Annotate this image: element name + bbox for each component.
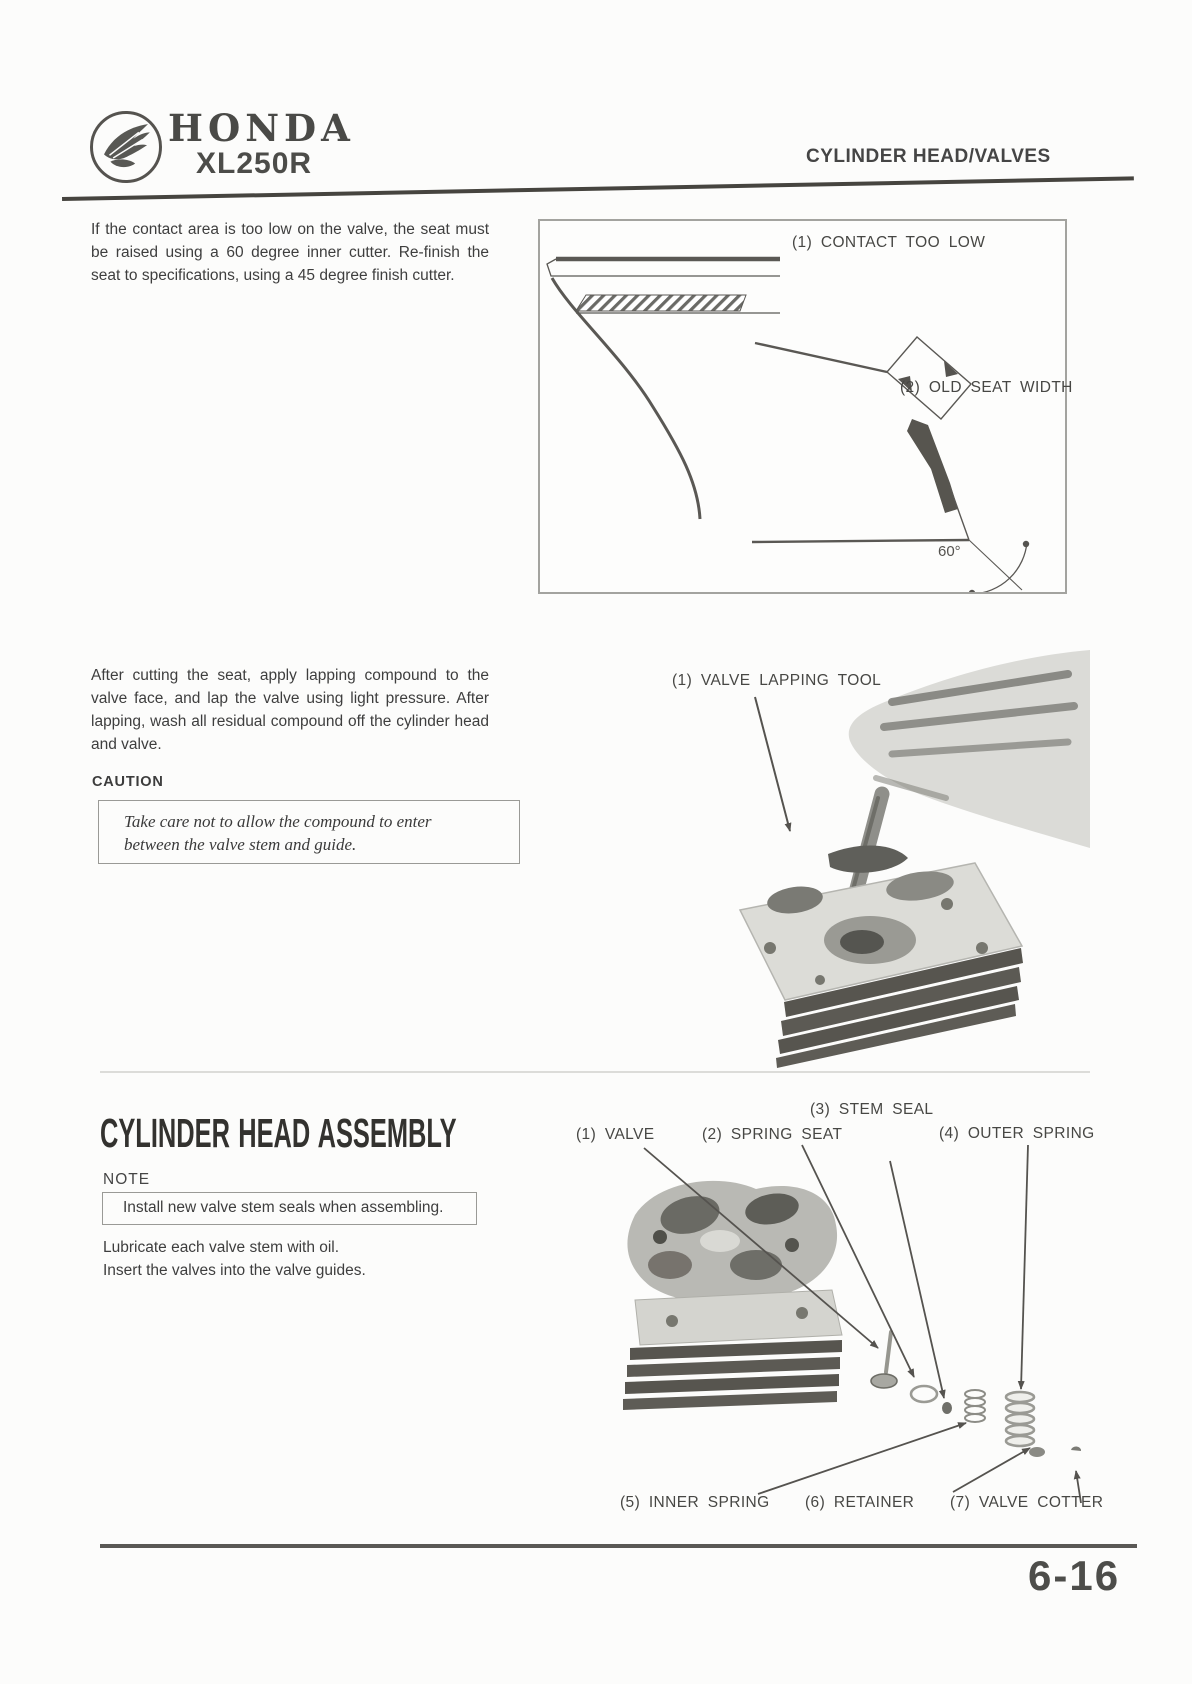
honda-wing-icon xyxy=(93,114,159,180)
valve-lapping-photo xyxy=(590,648,1090,1068)
brand-wordmark: HONDA xyxy=(168,106,355,150)
valve-seat-figure xyxy=(538,219,1073,594)
page-section-title: CYLINDER HEAD/VALVES xyxy=(806,146,1051,167)
figure-label-valve-lapping-tool: (1) VALVE LAPPING TOOL xyxy=(672,672,882,689)
caution-title: CAUTION xyxy=(92,774,164,790)
figure-label-retainer: (6) RETAINER xyxy=(805,1494,915,1511)
figure-label-inner-spring: (5) INNER SPRING xyxy=(620,1494,770,1511)
lapping-paragraph: After cutting the seat, apply lapping compound to the valve face, and lap the valve using light pressure. After lapping, wash all residual compound off the cylinder head and valve. xyxy=(91,667,489,753)
assembly-heading-text: CYLINDER HEAD ASSEMBLY xyxy=(100,1110,457,1156)
head-assembly-photo xyxy=(540,1095,1100,1525)
figure-label-contact-too-low: (1) CONTACT TOO LOW xyxy=(792,234,986,251)
model-wordmark: XL250R xyxy=(196,147,313,180)
note-text: Install new valve stem seals when assembling. xyxy=(123,1199,444,1216)
assembly-step-1: Lubricate each valve stem with oil. xyxy=(103,1239,340,1256)
figure-label-stem-seal: (3) STEM SEAL xyxy=(810,1101,934,1118)
assembly-step-2: Insert the valves into the valve guides. xyxy=(103,1262,366,1279)
figure-label-spring-seat: (2) SPRING SEAT xyxy=(702,1126,843,1143)
figure-label-old-seat-width: (2) OLD SEAT WIDTH xyxy=(900,379,1073,396)
honda-logo xyxy=(90,111,162,183)
head-assembly-drawing xyxy=(540,1095,1100,1525)
seat-refacing-paragraph: If the contact area is too low on the valve, the seat must be raised using a 60 degree inner cutter. Re-finish the seat to specifications, using a 45 degree finish cutter. xyxy=(91,221,489,284)
figure-angle-label: 60° xyxy=(938,543,961,560)
note-title: NOTE xyxy=(103,1171,151,1188)
figure-label-valve-cotter: (7) VALVE COTTER xyxy=(950,1494,1104,1511)
figure-label-outer-spring: (4) OUTER SPRING xyxy=(939,1125,1095,1142)
section-divider xyxy=(100,1071,1090,1073)
figure-label-valve: (1) VALVE xyxy=(576,1126,655,1143)
valve-seat-drawing xyxy=(540,221,1065,592)
footer-rule xyxy=(100,1544,1137,1548)
valve-lapping-photo-drawing xyxy=(590,648,1090,1068)
caution-text: Take care not to allow the compound to enter between the valve stem and guide. xyxy=(124,812,432,854)
page-number: 6-16 xyxy=(1028,1552,1121,1599)
note-box xyxy=(102,1192,477,1225)
